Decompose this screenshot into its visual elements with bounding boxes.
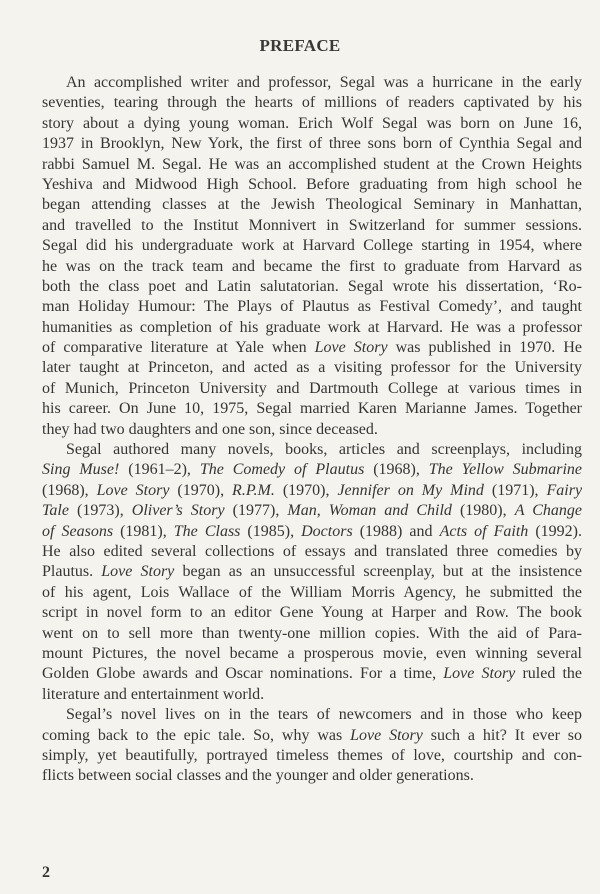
text-line — [42, 603, 582, 623]
text-line — [42, 522, 582, 542]
italic-title: Love Story — [314, 339, 388, 357]
text-line — [42, 583, 582, 603]
text-segment: (1968), — [364, 461, 429, 479]
italic-title: Love Story — [101, 563, 175, 581]
text-segment: (1992). — [528, 522, 582, 540]
text-line — [42, 685, 582, 705]
italic-title: Love Story — [443, 665, 516, 683]
text-line — [42, 318, 582, 338]
italic-title: Love Story — [96, 481, 170, 499]
text-line — [42, 481, 582, 501]
text-line — [42, 399, 582, 419]
text-segment: (1985), — [240, 522, 302, 540]
text-line — [42, 726, 582, 746]
italic-title: The Yellow Submarine — [428, 461, 582, 479]
text-line — [42, 379, 582, 399]
paragraph — [42, 440, 582, 705]
text-line — [42, 420, 582, 440]
text-segment: they had two daughters and one son, since deceased. — [42, 420, 378, 438]
text-segment: both the class poet and Latin salutatorian. Segal wrote his dissertation, ‘Ro- — [42, 277, 582, 295]
text-segment: began as an unsuccessful screenplay, but at the insistence — [174, 563, 583, 581]
text-line — [42, 542, 582, 562]
text-line — [42, 236, 582, 256]
italic-title: Acts of Faith — [439, 522, 529, 540]
text-segment: An accomplished writer and professor, Segal was a hurricane in the early — [66, 74, 582, 91]
text-segment: (1980), — [451, 502, 515, 520]
page-number: 2 — [42, 864, 50, 881]
italic-title: R.P.M. — [232, 481, 275, 499]
text-segment: man Holiday Humour: The Plays of Plautus as Festival Comedy’, and taught — [42, 298, 582, 316]
text-segment: rabbi Samuel M. Segal. He was an accomplished student at the Crown Heights — [42, 155, 582, 173]
text-segment: his career. On June 10, 1975, Segal married Karen Marianne James. Together — [42, 400, 582, 418]
italic-title: Sing Muse! — [42, 461, 120, 479]
page-title: PREFACE — [259, 36, 341, 55]
italic-title: Tale — [42, 502, 69, 520]
text-segment: (1970), — [169, 481, 233, 499]
text-line — [42, 114, 582, 134]
text-line — [42, 175, 582, 195]
paragraph — [42, 705, 582, 787]
text-segment: such a hit? It ever so — [422, 726, 583, 744]
text-segment: Golden Globe awards and Oscar nominations. For a time, — [42, 665, 444, 683]
text-segment: of his agent, Lois Wallace of the William Morris Agency, he submitted the — [42, 583, 582, 601]
text-segment: he was on the track team and became the first to graduate from Harvard as — [42, 257, 582, 275]
text-segment: of comparative literature at Yale when — [42, 339, 315, 357]
italic-title: The Comedy of Plautus — [199, 461, 365, 479]
text-line — [42, 501, 582, 521]
text-segment: simply, yet beautifully, portrayed timeless themes of love, courtship and con- — [42, 746, 582, 764]
paragraph — [42, 73, 582, 440]
text-segment: later taught at Princeton, and acted as a visiting professor for the University — [42, 359, 582, 377]
text-segment: coming back to the epic tale. So, why was — [42, 726, 351, 744]
text-segment: script in novel form to an editor Gene Young at Harper and Row. The book — [42, 604, 582, 622]
text-segment: and travelled to the Institut Monnivert in Switzerland for summer sessions. — [42, 216, 582, 234]
text-line — [42, 155, 582, 175]
text-line — [42, 73, 582, 93]
italic-title: of Seasons — [42, 522, 114, 540]
text-line — [42, 440, 582, 460]
text-line — [42, 93, 582, 113]
text-segment: (1973), — [68, 502, 132, 520]
text-line — [42, 195, 582, 215]
text-segment: (1971), — [483, 481, 547, 499]
text-segment: (1961–2), — [119, 461, 200, 479]
text-segment: ruled the — [515, 665, 583, 683]
italic-title: Fairy — [546, 481, 583, 499]
text-line — [42, 766, 582, 786]
italic-title: A Change — [514, 502, 583, 520]
text-segment: (1981), — [113, 522, 174, 540]
text-segment: He also edited several collections of essays and translated three comedies by — [42, 542, 582, 560]
text-line — [42, 664, 582, 684]
text-line — [42, 644, 582, 664]
text-segment: Segal did his undergraduate work at Harvard College starting in 1954, where — [42, 237, 582, 255]
text-line — [42, 338, 582, 358]
text-segment: Segal authored many novels, books, articles and screenplays, including — [66, 441, 582, 459]
text-segment: Plautus. — [42, 563, 102, 581]
text-line — [42, 624, 582, 644]
text-line — [42, 297, 582, 317]
text-segment: humanities as completion of his graduate work at Harvard. He was a professor — [42, 318, 582, 336]
text-line — [42, 134, 582, 154]
text-line — [42, 358, 582, 378]
text-line — [42, 705, 582, 725]
text-segment: of Munich, Princeton University and Dartmouth College at various times in — [42, 379, 582, 397]
text-segment: began attending classes at the Jewish Theological Seminary in Manhattan, — [42, 196, 582, 214]
text-segment: went on to sell more than twenty-one million copies. With the aid of Para- — [42, 624, 582, 642]
italic-title: Oliver’s Story — [131, 502, 225, 520]
italic-title: Jennifer on My Mind — [337, 481, 484, 499]
text-segment: (1968), — [42, 481, 97, 499]
text-segment: Segal’s novel lives on in the tears of newcomers and in those who keep — [66, 706, 582, 724]
text-line — [42, 216, 582, 236]
italic-title: Doctors — [301, 522, 353, 540]
text-segment: flicts between social classes and the younger and older generations. — [42, 767, 474, 785]
text-line — [42, 277, 582, 297]
text-segment: 1937 in Brooklyn, New York, the first of three sons born of Cynthia Segal and — [42, 135, 582, 153]
text-segment: (1970), — [274, 481, 338, 499]
italic-title: The Class — [173, 522, 241, 540]
text-line — [42, 460, 582, 480]
text-segment: seventies, tearing through the hearts of millions of readers captivated by his — [42, 94, 582, 112]
text-segment: was published in 1970. He — [387, 339, 582, 357]
text-segment: Yeshiva and Midwood High School. Before graduating from high school he — [42, 175, 582, 193]
text-segment: literature and entertainment world. — [42, 685, 265, 703]
italic-title: Man, Woman and Child — [287, 502, 452, 520]
text-line — [42, 562, 582, 582]
text-segment: mount Pictures, the novel became a prosperous movie, even winning several — [42, 644, 582, 662]
text-segment: (1977), — [224, 502, 288, 520]
italic-title: Love Story — [350, 726, 423, 744]
text-line — [42, 746, 582, 766]
text-segment: (1988) and — [352, 522, 440, 540]
text-line — [42, 257, 582, 277]
text-segment: story about a dying young woman. Erich Wolf Segal was born on June 16, — [42, 114, 582, 132]
preface-body — [42, 73, 582, 787]
